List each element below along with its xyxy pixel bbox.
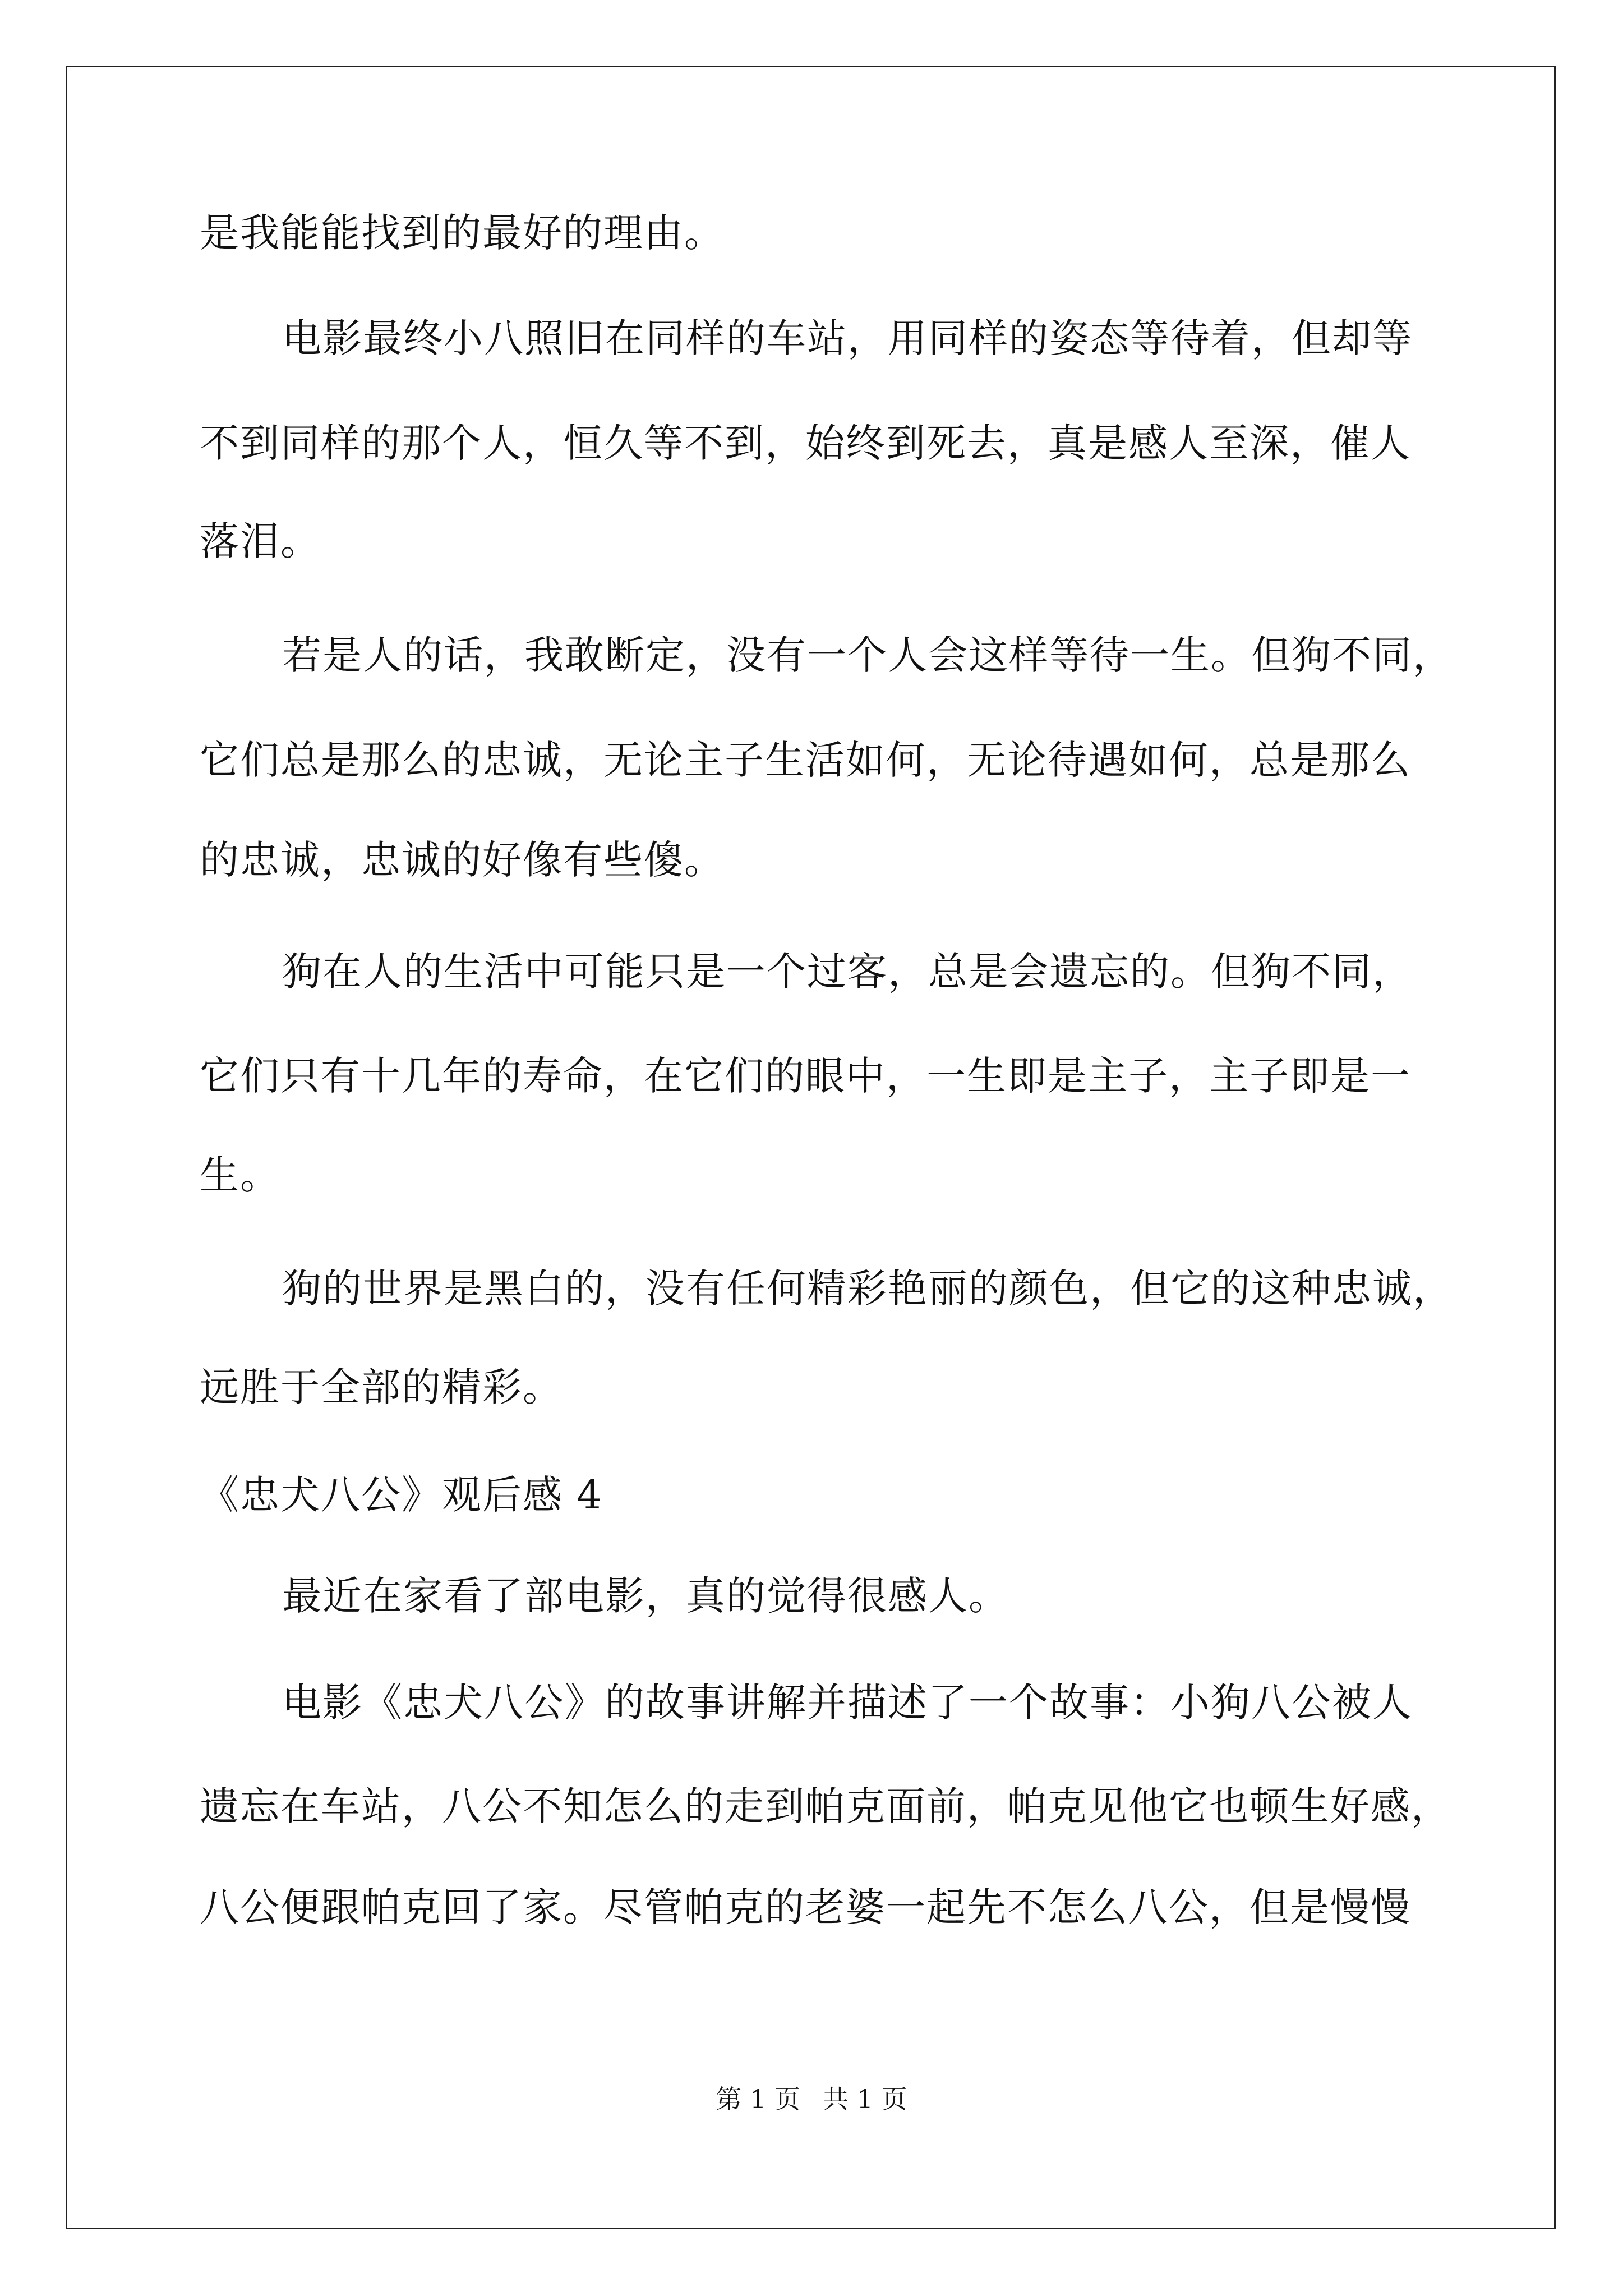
text-line: 狗的世界是黑白的，没有任何精彩艳丽的颜色，但它的这种忠诚， [282, 1266, 1453, 1312]
text-line: 是我能能找到的最好的理由。 [200, 210, 725, 256]
text-line: 八公便跟帕克回了家。尽管帕克的老婆一起先不怎么八公，但是慢慢 [200, 1884, 1411, 1930]
text-line: 电影最终小八照旧在同样的车站，用同样的姿态等待着，但却等 [282, 315, 1413, 361]
page-total: 共 1 页 [823, 2084, 907, 2114]
page-number: 第 1 页 [716, 2084, 800, 2114]
text-line: 遗忘在车站，八公不知怎么的走到帕克面前，帕克见他它也顿生好感， [200, 1783, 1451, 1829]
text-line: 生。 [200, 1152, 280, 1198]
text-line: 远胜于全部的精彩。 [200, 1364, 563, 1410]
text-line: 它们只有十几年的寿命，在它们的眼中，一生即是主子，主子即是一 [200, 1053, 1411, 1099]
text-line: 最近在家看了部电影，真的觉得很感人。 [282, 1573, 1009, 1619]
page-footer [0, 2082, 1623, 2116]
section-heading: 《忠犬八公》观后感 4 [200, 1472, 603, 1518]
text-line: 的忠诚，忠诚的好像有些傻。 [200, 837, 725, 883]
text-line: 电影《忠犬八公》的故事讲解并描述了一个故事：小狗八公被人 [282, 1680, 1413, 1726]
text-line: 若是人的话，我敢断定，没有一个人会这样等待一生。但狗不同， [282, 632, 1453, 678]
text-line: 落泪。 [200, 518, 321, 564]
text-line: 狗在人的生活中可能只是一个过客，总是会遗忘的。但狗不同， [282, 949, 1413, 995]
text-line: 它们总是那么的忠诚，无论主子生活如何，无论待遇如何，总是那么 [200, 737, 1411, 783]
text-line: 不到同样的那个人，恒久等不到，始终到死去，真是感人至深，催人 [200, 420, 1411, 466]
